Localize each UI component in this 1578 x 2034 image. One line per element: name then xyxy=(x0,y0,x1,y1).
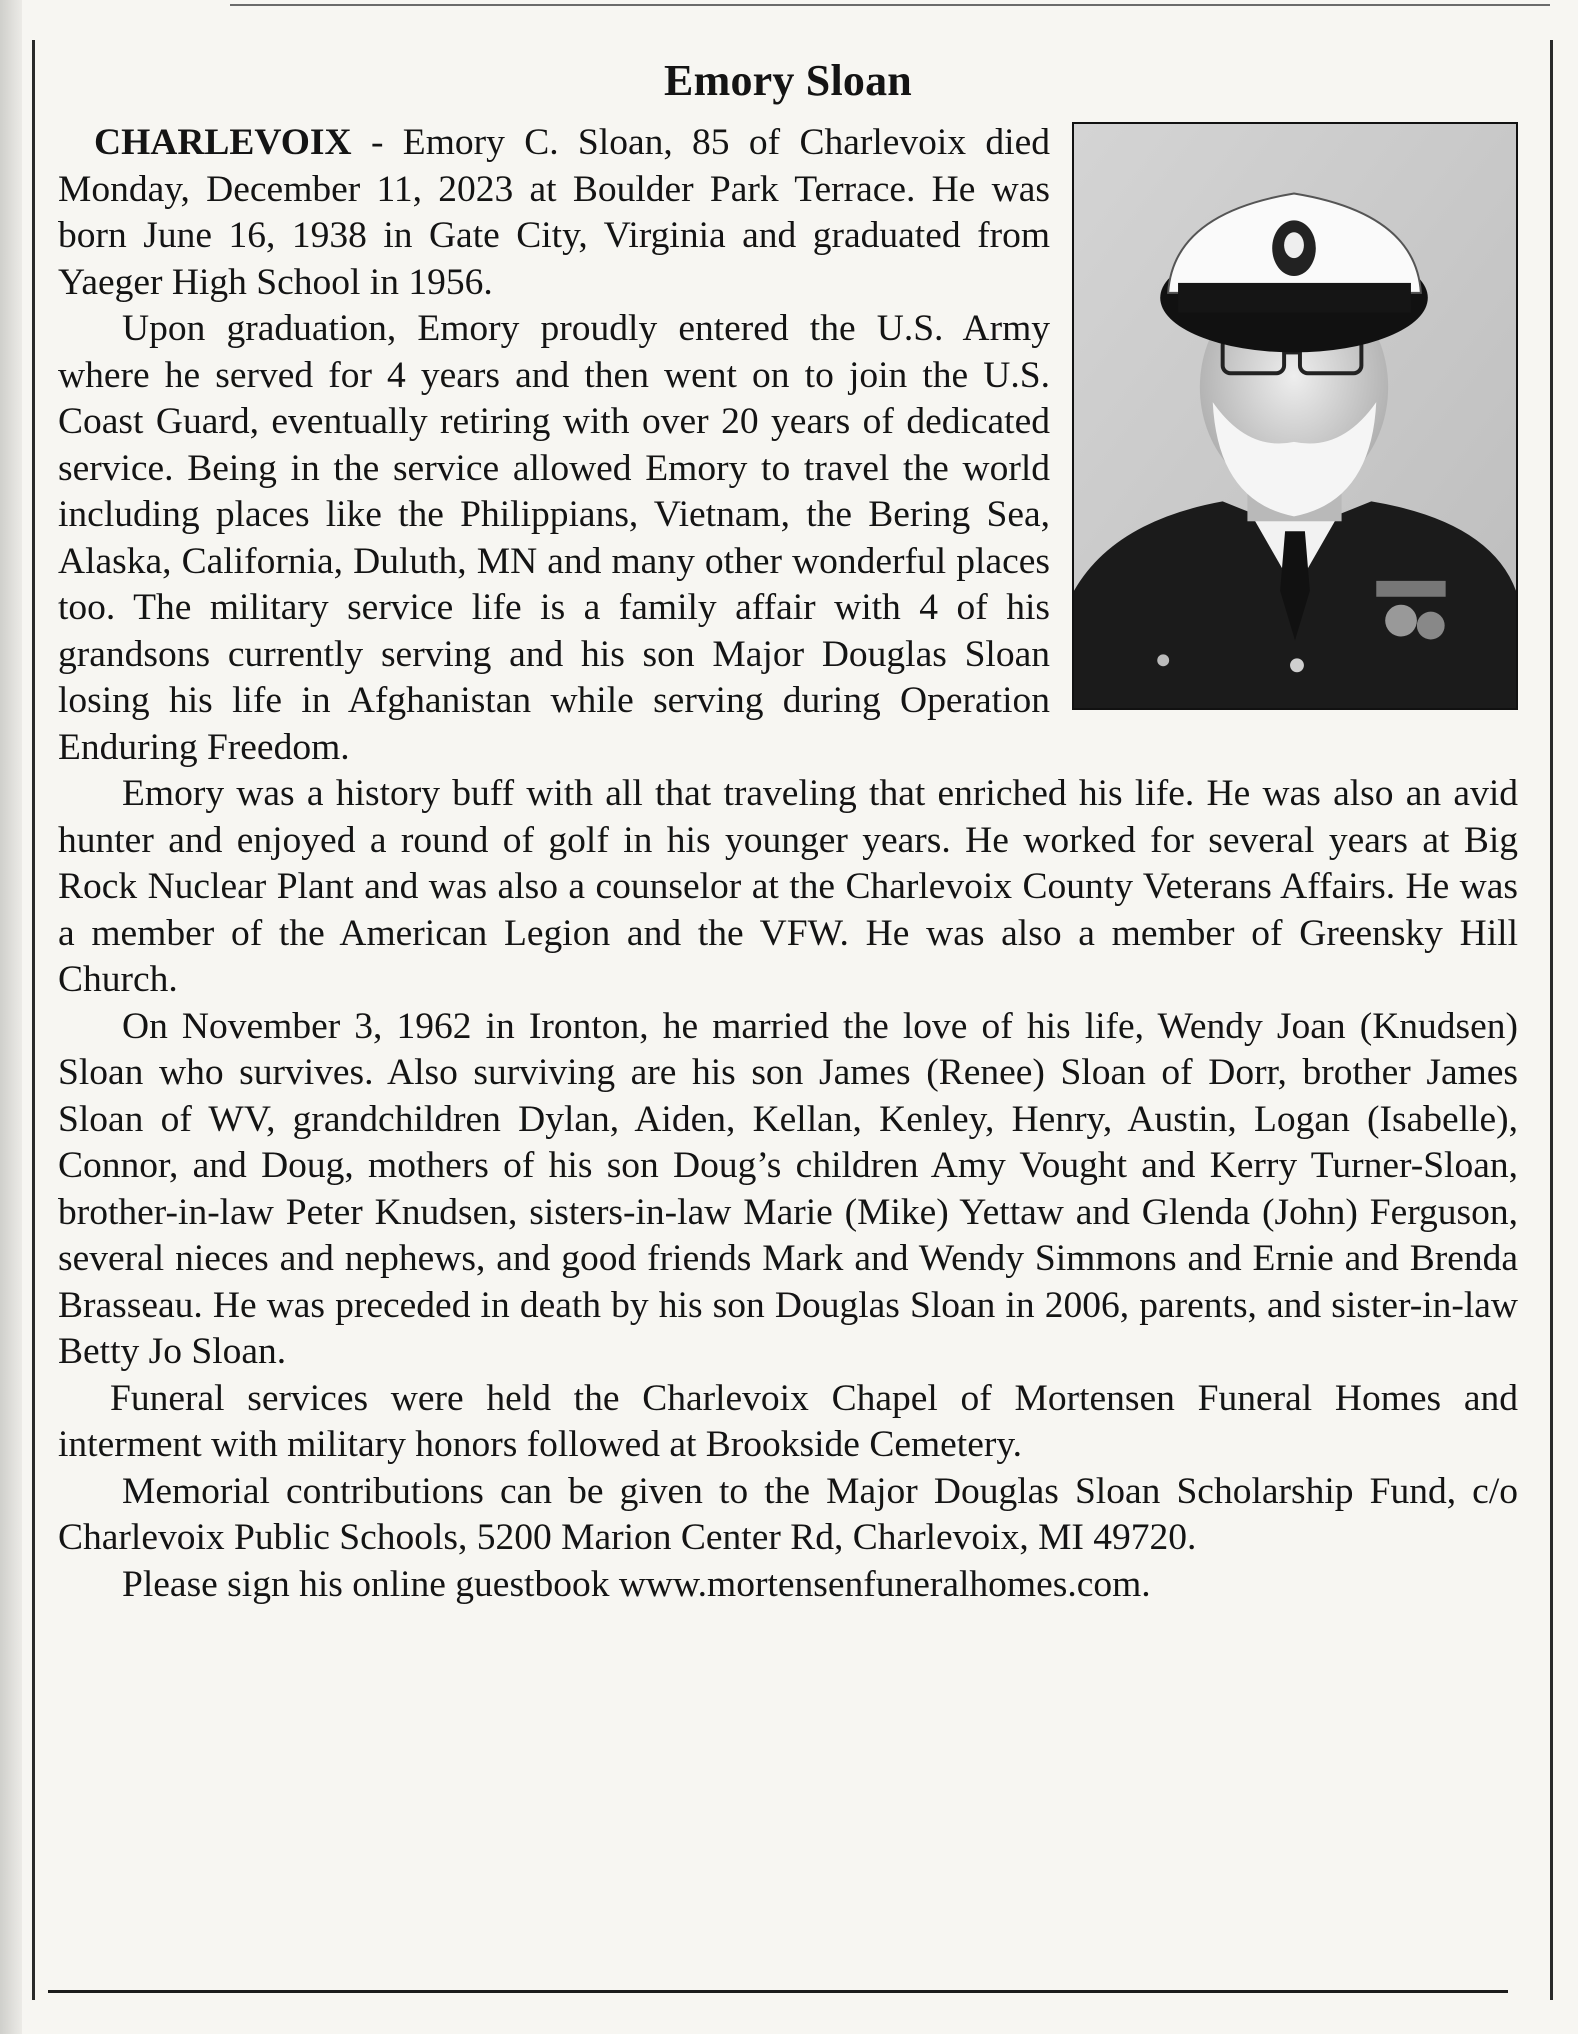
portrait-illustration xyxy=(1074,124,1516,708)
paragraph-guestbook: Please sign his online guestbook www.mortensenfuneralhomes.com. xyxy=(122,1563,1151,1605)
paragraph-service: Upon graduation, Emory proudly entered the U.S. Army where he served for 4 years and then went on to join the U.S. Coast Guard, eventually retiring with over 20 years of dedicated service. Being in the service allowed Emory to travel the world including places like the Philippians, Vietnam, the Bering Sea, Alaska, California, Duluth, MN and many other wonderful places too. The military service life is a family affair with 4 of his grandsons currently serving and his son Major Douglas Sloan losing his life in Afghanistan while serving during Operation Enduring Freedom. xyxy=(58,308,1050,768)
top-rule xyxy=(230,4,1550,6)
headline: Emory Sloan xyxy=(664,56,912,105)
column-rule-right xyxy=(1550,40,1553,2000)
page-edge xyxy=(0,0,22,2034)
dateline: CHARLEVOIX xyxy=(94,122,352,163)
paragraph-family: On November 3, 1962 in Ironton, he married the love of his life, Wendy Joan (Knudsen) Sloan who survives. Also surviving are his son James (Renee) Sloan of Dorr, brother James Sloan of WV, grandchildren Dylan, Aiden, Kellan, Kenley, Henry, Austin, Logan (Isabelle), Connor, and Doug, mothers of his son Doug’s children Amy Vought and Kerry Turner-Sloan, brother-in-law Peter Knudsen, sisters-in-law Marie (Mike) Yettaw and Glenda (John) Ferguson, several nieces and nephews, and good friends Mark and Wendy Simmons and Ernie and Brenda Brasseau. He was preceded in death by his son Douglas Sloan in 2006, parents, and sister-in-law Betty Jo Sloan. xyxy=(58,1005,1518,1372)
bottom-rule xyxy=(48,1990,1508,1993)
column-rule-left xyxy=(32,40,35,2000)
paragraph-funeral: Funeral services were held the Charlevoix Chapel of Mortensen Funeral Homes and interment with military honors followed at Brookside Cemetery. xyxy=(58,1377,1518,1465)
paragraph-memorial: Memorial contributions can be given to the Major Douglas Sloan Scholarship Fund, c/o Charlevoix Public Schools, 5200 Marion Center Rd, Charlevoix, MI 49720. xyxy=(58,1470,1518,1558)
portrait-photo-icon xyxy=(1072,122,1518,710)
paragraph-interests: Emory was a history buff with all that traveling that enriched his life. He was also an avid hunter and enjoyed a round of golf in his younger years. He worked for several years at Big Rock Nuclear Plant and was also a counselor at the Charlevoix County Veterans Affairs. He was a member of the American Legion and the VFW. He was also a member of Greensky Hill Church. xyxy=(58,773,1518,1000)
paragraph-intro-text: - Emory C. Sloan, 85 of Charlevoix died Monday, December 11, 2023 at Boulder Park Terrace. He was born June 16, 1938 in Gate City, Virginia and graduated from Yaeger High School in 1956. xyxy=(58,122,1050,303)
obituary-article xyxy=(58,55,1518,1608)
